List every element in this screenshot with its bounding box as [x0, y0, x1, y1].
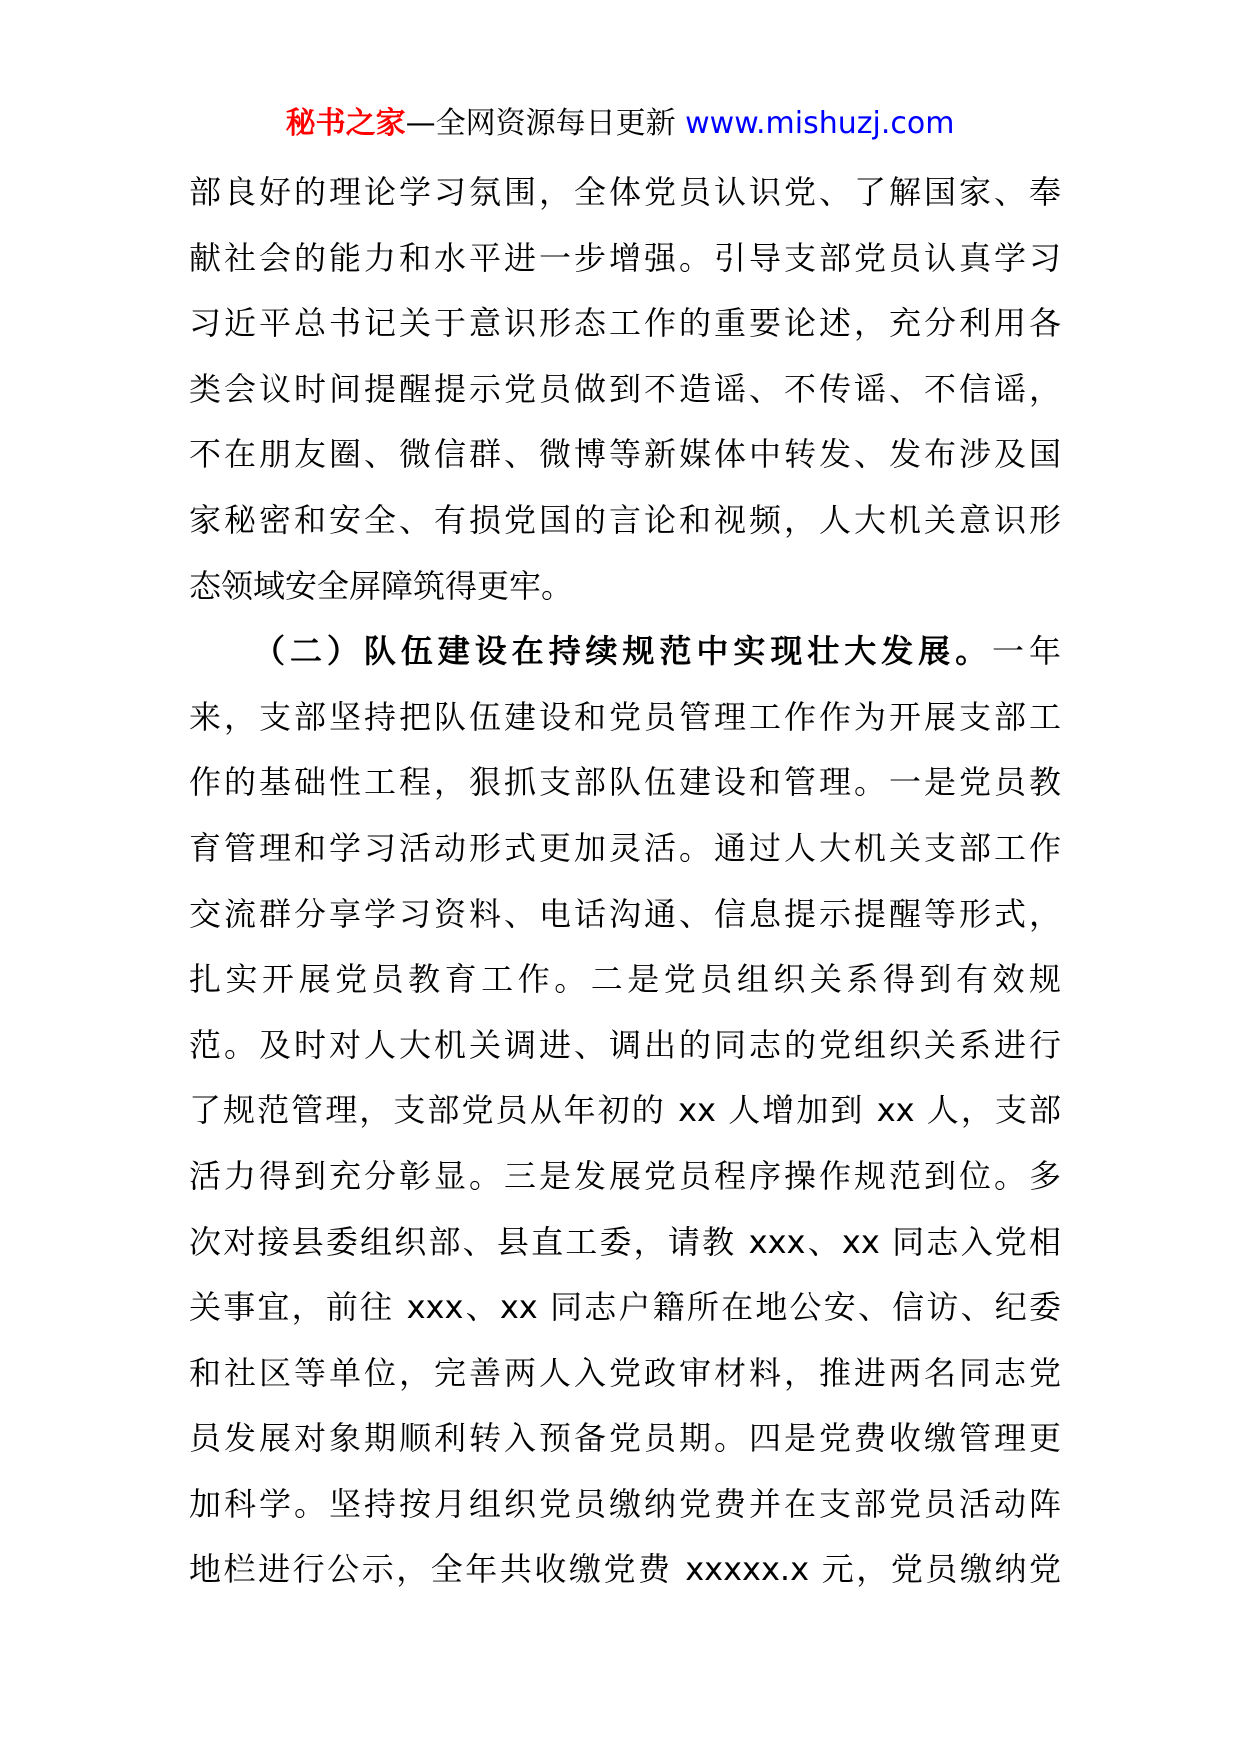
text-line: 扎实开展党员教育工作。二是党员组织关系得到有效规: [189, 960, 1061, 999]
text-line: 家秘密和安全、有损党国的言论和视频，人大机关意识形: [189, 500, 1061, 539]
text-line: 类会议时间提醒提示党员做到不造谣、不传谣、不信谣，: [189, 369, 1061, 408]
text-line: 育管理和学习活动形式更加灵活。通过人大机关支部工作: [189, 828, 1061, 867]
text-line: 来，支部坚持把队伍建设和党员管理工作作为开展支部工: [189, 697, 1061, 736]
text-line: 员发展对象期顺利转入预备党员期。四是党费收缴管理更: [189, 1419, 1061, 1458]
text-line: 献社会的能力和水平进一步增强。引导支部党员认真学习: [189, 238, 1061, 277]
brand-name: 秘书之家: [285, 106, 406, 141]
document-body: [189, 160, 1061, 1603]
text-line: 和社区等单位，完善两人入党政审材料，推进两名同志党: [189, 1353, 1061, 1392]
section-heading: （二）队伍建设在持续规范中实现壮大发展。: [253, 632, 993, 671]
heading-trailing-text: 一年: [992, 632, 1061, 671]
site-url[interactable]: www.mishuzj.com: [685, 106, 955, 141]
text-line: 作的基础性工程，狠抓支部队伍建设和管理。一是党员教: [189, 763, 1061, 802]
text-line: 活力得到充分彰显。三是发展党员程序操作规范到位。多: [189, 1156, 1061, 1195]
text-line: 交流群分享学习资料、电话沟通、信息提示提醒等形式，: [189, 894, 1061, 933]
text-line: 不在朋友圈、微信群、微博等新媒体中转发、发布涉及国: [189, 435, 1061, 474]
site-header: [0, 96, 1240, 152]
paragraph-first-line: [189, 619, 1061, 685]
paragraph-2: [189, 619, 1061, 1603]
text-line: 范。及时对人大机关调进、调出的同志的党组织关系进行: [189, 1025, 1061, 1064]
header-tagline: —全网资源每日更新: [405, 106, 676, 141]
text-line: 次对接县委组织部、县直工委，请教 xxx、xx 同志入党相: [189, 1222, 1061, 1261]
text-line: 关事宜，前往 xxx、xx 同志户籍所在地公安、信访、纪委: [189, 1288, 1061, 1327]
text-line: 态领域安全屏障筑得更牢。: [189, 566, 574, 605]
text-line: 加科学。坚持按月组织党员缴纳党费并在支部党员活动阵: [189, 1484, 1061, 1523]
text-line: 了规范管理，支部党员从年初的 xx 人增加到 xx 人，支部: [189, 1091, 1061, 1130]
text-line: 部良好的理论学习氛围，全体党员认识党、了解国家、奉: [189, 173, 1061, 211]
paragraph-1: [189, 160, 1061, 619]
text-line: 地栏进行公示，全年共收缴党费 xxxxx.x 元，党员缴纳党: [189, 1550, 1061, 1589]
text-line: 习近平总书记关于意识形态工作的重要论述，充分利用各: [189, 304, 1061, 343]
